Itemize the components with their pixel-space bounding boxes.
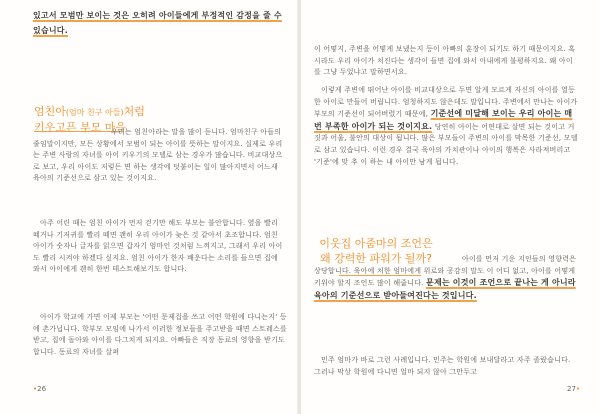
left-page [0, 0, 299, 414]
heading-text-line2: 키우고픈 부모 마음 [34, 121, 127, 134]
right-para2-tail: 당연히 아이는 어떤대로 살면 되는 것이고 거짓과 어울, 불안의 대상이 됩니다. 많은 부모들이 주변의 아이를 막목한 기준선, 모델로 삼고 있습니다. 이런 경우 결국 육아의 가치관이나 아이의 행복은 사라져버리고 '기준'에 맞 추 이 하는 내 아이만 남게 됩니다. [314, 122, 578, 166]
right-paragraph-4: 민주 엄마가 바로 그런 사례입니다. 민주는 학원에 보내달라고 자주 졸랐습니다. 그러나 막상 학원에 다니면 얼마 되지 않아 그만두고 [314, 356, 571, 376]
right-para2-plain: 이렇게 주변에 뛰어난 아이를 비교대상으로 두면 알게 모르게 자신의 아이를 열등한 아이로 만들어 버립니다. 엄청하지도 않은데도 말입니다. 주변에서 만나는 아이가 부모의 기준선이 되어버렸기 때문에, [314, 86, 578, 119]
right-para3-bold: 문제는 이것이 조언으로 끝나는 게 아니라 육아의 기준선으로 받아들여진다는 것입니다. [314, 278, 576, 300]
right-paragraph-1: 이 어떻지, 주변을 어떻게 보냈는지 등이 아빠의 훈장이 되기도 하기 때문이지요. 혹시라도 우리 아이가 처진다는 생각이 들면 집에 와서 아내에게 불평하지요. 왜 아이를 그냥 두었냐고 말하면서요. [314, 45, 576, 77]
right-paragraph-2 [314, 85, 578, 168]
right-para2-bold: 기준선에 미달해 보이는 우리 아이는 매번 부족한 아이가 되는 것이지요. [314, 109, 573, 131]
left-page-number: •26 [33, 385, 47, 393]
left-top-bold-text: 있고서 모범만 보이는 것은 오히려 아이들에게 부정적인 감정을 줄 수 있습니다. [33, 11, 282, 35]
left-paragraph-1: 우리는 엄친아라는 말을 많이 듣니다. 엄마친구 아들의 줄임말이지만, 모든 상황에서 모범이 되는 아이를 뜻하는 말이지요. 실제로 우리는 주변 사람의 자녀를 아이 키우기의 모델로 삼는 경우가 많습니다. 비교대상으로 보고, 우리 아이도 저렇든 면 하는 생각에 덧붙이는 일이 많아지면서 어느새 육아의 기준선으로 삼고 있는 것이지요. [33, 128, 283, 183]
right-page-number: 27• [567, 385, 581, 393]
heading-text-small: (엄마 친구 아들) [65, 108, 124, 117]
right-heading-line-2: 왜 강력한 파워가 될까? [320, 252, 432, 265]
right-paragraph-3 [314, 254, 578, 302]
heading-text-part-a: 엄친아 [34, 105, 66, 118]
left-paragraph-3: 아이가 학교에 가면 이제 부모는 '어떤 문제집을 쓰고 어떤 학원에 다니는지' 등에 촌가닙니다. 학부모 모임에 나가서 이러한 정보들을 주고받을 때면 스트레스를 받고, 집에 돌아와 아이를 다그치게 되지요. 아빠들은 직장 동료의 영향을 받기도 합니다. 동료의 자녀를 살펴 [33, 313, 287, 356]
right-para3-lead: 아이를 먼저 기운 지인들의 영향력은 상당합니다. 육아에 처한 엄마에게 위로와 공감의 말도 이 어디 없고, 아이를 어떻게 키워야 할지 조언도 많이 해줍니다. [314, 255, 577, 288]
right-page [301, 0, 600, 414]
right-heading-line-1: 이웃집 아줌마의 조언은 [319, 237, 433, 250]
left-heading-line-1 [34, 104, 284, 120]
left-paragraph-2: 아주 어린 때는 엄친 아이가 먼저 걷기만 해도 부모는 불안합니다. 옆을 빨리 떼거나 기저귀를 빨리 떼면 괜히 우리 아이가 늦은 것 같아서 초조합니다. 엄친 아이가 숫자나 글자를 읽으면 갑자기 엄마인 것처럼 느껴지고, 그래서 우리 아이도 빨리 시켜야 하겠다 싶지요. 엄친 아이가 한자 배운다는 소리를 들으면 집에 와서 아이에게 괜히 한번 테스트해보기도 합니다. [33, 219, 283, 274]
left-top-bold-paragraph [33, 8, 287, 38]
heading-text-part-b: 처럼 [123, 105, 145, 118]
